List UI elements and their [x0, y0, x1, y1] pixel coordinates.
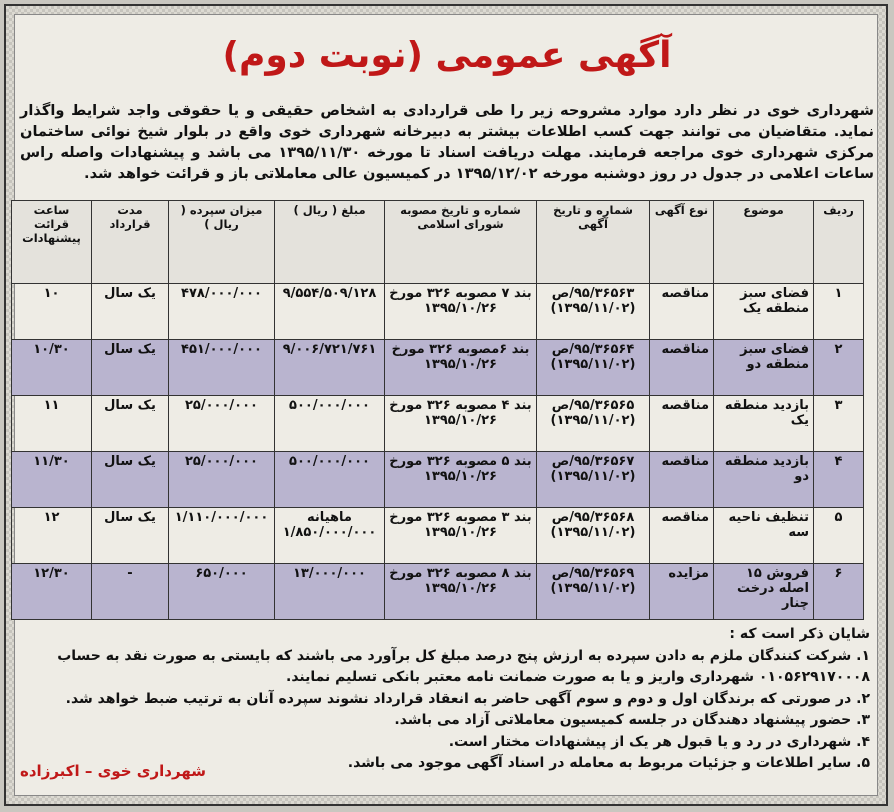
cell-amount: ۵۰۰/۰۰۰/۰۰۰	[275, 452, 385, 508]
table-row	[12, 508, 864, 564]
cell-resolution: بند ۴ مصوبه ۳۲۶ مورخ ۱۳۹۵/۱۰/۲۶	[385, 396, 537, 452]
table-row	[12, 340, 864, 396]
cell-time: ۱۱	[12, 396, 92, 452]
note-item: ۵. سایر اطلاعات و جزئیات مربوط به معامله در اسناد آگهی موجود می باشد.	[347, 755, 870, 771]
cell-duration: یک سال	[92, 284, 169, 340]
cell-deposit: ۶۵۰/۰۰۰	[169, 564, 275, 620]
cell-deposit: ۴۵۱/۰۰۰/۰۰۰	[169, 340, 275, 396]
cell-row: ۱	[814, 284, 864, 340]
cell-time: ۱۰	[12, 284, 92, 340]
cell-row: ۶	[814, 564, 864, 620]
header-subject: موضوع	[714, 201, 814, 284]
note-item: ۱. شرکت کنندگان ملزم به دادن سپرده به ارزش پنج درصد مبلغ کل برآورد می باشند که بایستی به صورت نقد به حساب ۰۱۰۵۶۲۹۱۷۰۰۰۸ شهرداری واریز و یا به صورت ضمانت نامه معتبر بانکی تسلیم نمایند.	[57, 647, 870, 685]
cell-deposit: ۱/۱۱۰/۰۰۰/۰۰۰	[169, 508, 275, 564]
signature: شهرداری خوی – اکبرزاده	[20, 762, 206, 780]
cell-time: ۱۰/۳۰	[12, 340, 92, 396]
cell-resolution: بند ۸ مصوبه ۳۲۶ مورخ ۱۳۹۵/۱۰/۲۶	[385, 564, 537, 620]
cell-amount: ۱۳/۰۰۰/۰۰۰	[275, 564, 385, 620]
header-type: نوع آگهی	[650, 201, 714, 284]
cell-type: مناقصه	[650, 452, 714, 508]
cell-duration: یک سال	[92, 340, 169, 396]
cell-notice: ۹۵/۳۶۵۶۵/ص (۱۳۹۵/۱۱/۰۲)	[537, 396, 650, 452]
header-amount: مبلغ ( ریال )	[275, 201, 385, 284]
cell-notice: ۹۵/۳۶۵۶۸/ص (۱۳۹۵/۱۱/۰۲)	[537, 508, 650, 564]
cell-type: مزایده	[650, 564, 714, 620]
note-item: ۲. در صورتی که برندگان اول و دوم و سوم آگهی حاضر به انعقاد قرارداد نشوند سپرده آنان به ترتیب ضبط خواهد شد.	[65, 690, 870, 707]
table-row	[12, 564, 864, 620]
cell-time: ۱۲/۳۰	[12, 564, 92, 620]
notes-section	[20, 624, 870, 775]
table-row	[12, 396, 864, 452]
cell-type: مناقصه	[650, 284, 714, 340]
cell-time: ۱۲	[12, 508, 92, 564]
cell-type: مناقصه	[650, 340, 714, 396]
header-deposit: میزان سپرده ( ریال )	[169, 201, 275, 284]
cell-type: مناقصه	[650, 508, 714, 564]
cell-notice: ۹۵/۳۶۵۶۴/ص (۱۳۹۵/۱۱/۰۲)	[537, 340, 650, 396]
notes-heading: شایان ذکر است که :	[729, 626, 870, 642]
table-header-row	[12, 201, 864, 284]
cell-duration: یک سال	[92, 396, 169, 452]
cell-amount: ماهیانه ۱/۸۵۰/۰۰۰/۰۰۰	[275, 508, 385, 564]
cell-subject: فروش ۱۵ اصله درخت چنار	[714, 564, 814, 620]
cell-subject: بازدید منطقه دو	[714, 452, 814, 508]
intro-paragraph: شهرداری خوی در نظر دارد موارد مشروحه زیر را طی قراردادی به اشخاص حقیقی و یا حقوقی واجد شرایط واگذار نماید. متقاضیان می توانند جهت کسب اطلاعات بیشتر به دبیرخانه شهرداری خوی واقع در بلوار شیخ نوائی ساختمان مرکزی شهرداری خوی مراجعه فرمایند. مهلت دریافت اسناد تا مورخه ۱۳۹۵/۱۱/۳۰ می باشد و پیشنهادات واصله راس ساعات اعلامی در جدول در روز دوشنبه مورخه ۱۳۹۵/۱۲/۰۲ در کمیسیون عالی معاملاتی باز و قرائت خواهد شد.	[20, 102, 874, 182]
cell-duration: -	[92, 564, 169, 620]
header-notice: شماره و تاریخ آگهی	[537, 201, 650, 284]
header-time: ساعت قرائت پیشنهادات	[12, 201, 92, 284]
cell-resolution: بند ۳ مصوبه ۳۲۶ مورخ ۱۳۹۵/۱۰/۲۶	[385, 508, 537, 564]
cell-subject: تنظیف ناحیه سه	[714, 508, 814, 564]
cell-row: ۵	[814, 508, 864, 564]
cell-subject: فضای سبز منطقه دو	[714, 340, 814, 396]
table-row	[12, 452, 864, 508]
cell-duration: یک سال	[92, 452, 169, 508]
note-item: ۴. شهرداری در رد و یا قبول هر یک از پیشنهادات مختار است.	[448, 733, 870, 750]
cell-resolution: بند ۷ مصوبه ۳۲۶ مورخ ۱۳۹۵/۱۰/۲۶	[385, 284, 537, 340]
cell-row: ۲	[814, 340, 864, 396]
cell-subject: فضای سبز منطقه یک	[714, 284, 814, 340]
cell-notice: ۹۵/۳۶۵۶۳/ص (۱۳۹۵/۱۱/۰۲)	[537, 284, 650, 340]
cell-amount: ۵۰۰/۰۰۰/۰۰۰	[275, 396, 385, 452]
cell-time: ۱۱/۳۰	[12, 452, 92, 508]
cell-duration: یک سال	[92, 508, 169, 564]
cell-deposit: ۴۷۸/۰۰۰/۰۰۰	[169, 284, 275, 340]
cell-row: ۴	[814, 452, 864, 508]
header-duration: مدت قرارداد	[92, 201, 169, 284]
cell-amount: ۹/۰۰۶/۷۲۱/۷۶۱	[275, 340, 385, 396]
cell-subject: بازدید منطقه یک	[714, 396, 814, 452]
cell-notice: ۹۵/۳۶۵۶۷/ص (۱۳۹۵/۱۱/۰۲)	[537, 452, 650, 508]
table-row	[12, 284, 864, 340]
header-resolution: شماره و تاریخ مصوبه شورای اسلامی	[385, 201, 537, 284]
note-item: ۳. حضور پیشنهاد دهندگان در جلسه کمیسیون معاملاتی آزاد می باشد.	[394, 712, 870, 728]
cell-resolution: بند ۶مصوبه ۳۲۶ مورخ ۱۳۹۵/۱۰/۲۶	[385, 340, 537, 396]
header-row-num: ردیف	[814, 201, 864, 284]
cell-deposit: ۲۵/۰۰۰/۰۰۰	[169, 396, 275, 452]
cell-amount: ۹/۵۵۴/۵۰۹/۱۲۸	[275, 284, 385, 340]
cell-row: ۳	[814, 396, 864, 452]
cell-type: مناقصه	[650, 396, 714, 452]
cell-resolution: بند ۵ مصوبه ۳۲۶ مورخ ۱۳۹۵/۱۰/۲۶	[385, 452, 537, 508]
ad-title: آگهی عمومی (نوبت دوم)	[222, 35, 672, 76]
tender-table	[11, 200, 864, 620]
cell-deposit: ۲۵/۰۰۰/۰۰۰	[169, 452, 275, 508]
cell-notice: ۹۵/۳۶۵۶۹/ص (۱۳۹۵/۱۱/۰۲)	[537, 564, 650, 620]
